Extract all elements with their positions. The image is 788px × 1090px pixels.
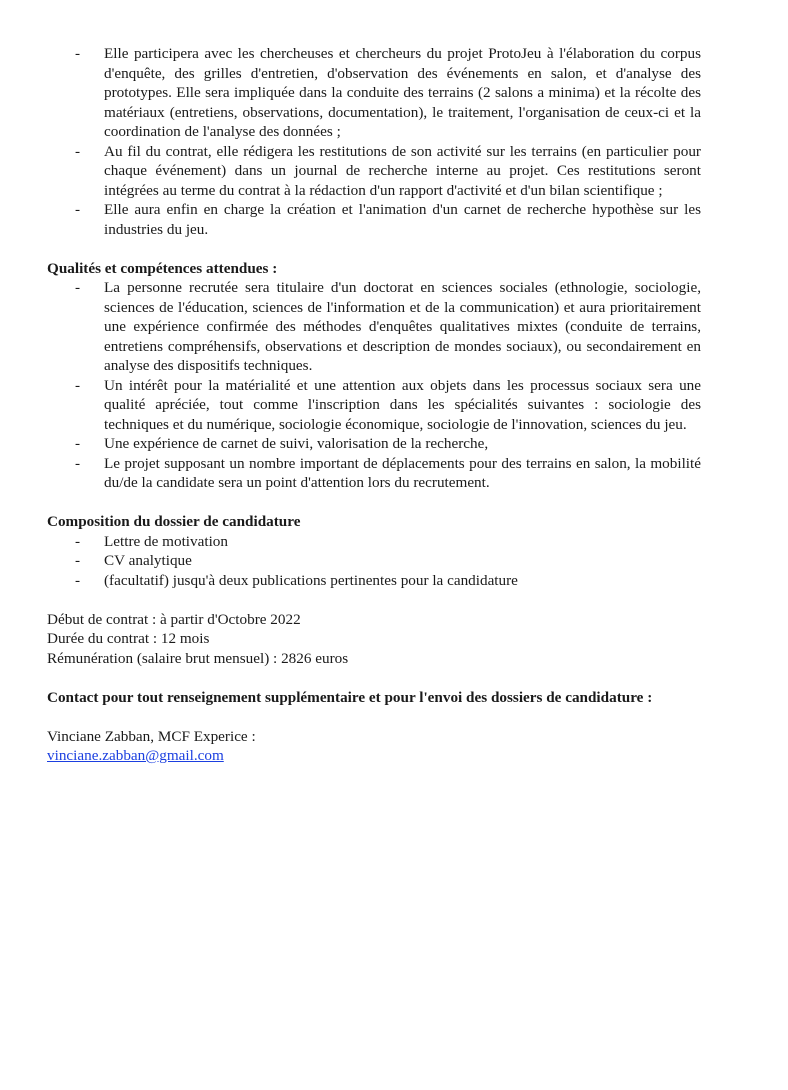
document-page (47, 44, 701, 766)
dash-bullet: - (75, 376, 81, 394)
list-item (47, 376, 701, 435)
list-item (47, 454, 701, 493)
list-item (47, 200, 701, 239)
list-item (47, 44, 701, 142)
list-item (47, 434, 701, 454)
list-item-text: Lettre de motivation (104, 532, 228, 550)
dossier-heading: Composition du dossier de candidature (47, 513, 301, 530)
contract-salary: Rémunération (salaire brut mensuel) : 2826 euros (47, 649, 349, 667)
dash-bullet: - (75, 454, 81, 472)
dash-bullet: - (75, 552, 81, 569)
list-item-text: CV analytique (104, 552, 192, 569)
list-item-text: Le projet supposant un nombre important de déplacements pour des terrains en salon, la mobilité du/de la candidate sera un point d'attention lors du recrutement. (104, 454, 701, 491)
list-item-text: Elle participera avec les chercheuses et chercheurs du projet ProtoJeu à l'élaboration du corpus d'enquête, des grilles d'entretien, d'observation des événements en salon, et d'analyse des prototypes. Elle sera impliquée dans la conduite des terrains (2 salons a minima) et la récolte des matériaux (entretiens, observations, documentation), le traitement, l'organisation de ceux-ci et la coordination de l'analyse des données ; (104, 45, 701, 140)
dash-bullet: - (75, 571, 81, 589)
dash-bullet: - (75, 532, 81, 550)
list-item (47, 142, 701, 201)
list-item-text: Une expérience de carnet de suivi, valorisation de la recherche, (104, 435, 489, 452)
qualites-list (47, 278, 701, 493)
list-item (47, 532, 701, 552)
missions-list (47, 44, 701, 239)
list-item-text: Elle aura enfin en charge la création et l'animation d'un carnet de recherche hypothèse sur les industries du jeu. (104, 201, 701, 238)
list-item (47, 278, 701, 376)
list-item-text: (facultatif) jusqu'à deux publications pertinentes pour la candidature (104, 571, 518, 589)
dash-bullet: - (75, 142, 81, 160)
dash-bullet: - (75, 201, 81, 218)
dash-bullet: - (75, 45, 81, 62)
contract-start: Début de contrat : à partir d'Octobre 2022 (47, 610, 301, 628)
list-item (47, 571, 701, 591)
dash-bullet: - (75, 279, 81, 296)
contact-heading: Contact pour tout renseignement supplémentaire et pour l'envoi des dossiers de candidature : (47, 688, 653, 706)
dash-bullet: - (75, 435, 81, 452)
dossier-list (47, 532, 701, 591)
contract-duration: Durée du contrat : 12 mois (47, 630, 210, 647)
list-item-text: Au fil du contrat, elle rédigera les restitutions de son activité sur les terrains (en particulier pour chaque événement) dans un journal de recherche interne au projet. Ces restitutions seront intégrées au terme du contrat à la rédaction d'un rapport d'activité et d'un bilan scientifique ; (104, 142, 701, 199)
list-item-text: La personne recrutée sera titulaire d'un doctorat en sciences sociales (ethnologie, sociologie, sciences de l'éducation, sciences de l'information et de la communication) et aura prioritairement une expérience confirmée des méthodes d'enquêtes qualitatives mixtes (conduite de terrains, entretiens compréhensifs, observations et description de mondes sociaux), ou secondairement en analyse des dispositifs techniques. (104, 279, 701, 374)
contact-name: Vinciane Zabban, MCF Experice : (47, 727, 256, 745)
qualites-heading: Qualités et compétences attendues : (47, 259, 278, 277)
list-item-text: Un intérêt pour la matérialité et une attention aux objets dans les processus sociaux sera une qualité apréciée, tout comme l'inscription dans les spécialités suivantes : sociologie des techniques et du numérique, sociologie économique, sociologie de l'innovation, sciences du jeu. (104, 376, 701, 433)
list-item (47, 551, 701, 571)
contact-email-link[interactable]: vinciane.zabban@gmail.com (47, 747, 224, 764)
